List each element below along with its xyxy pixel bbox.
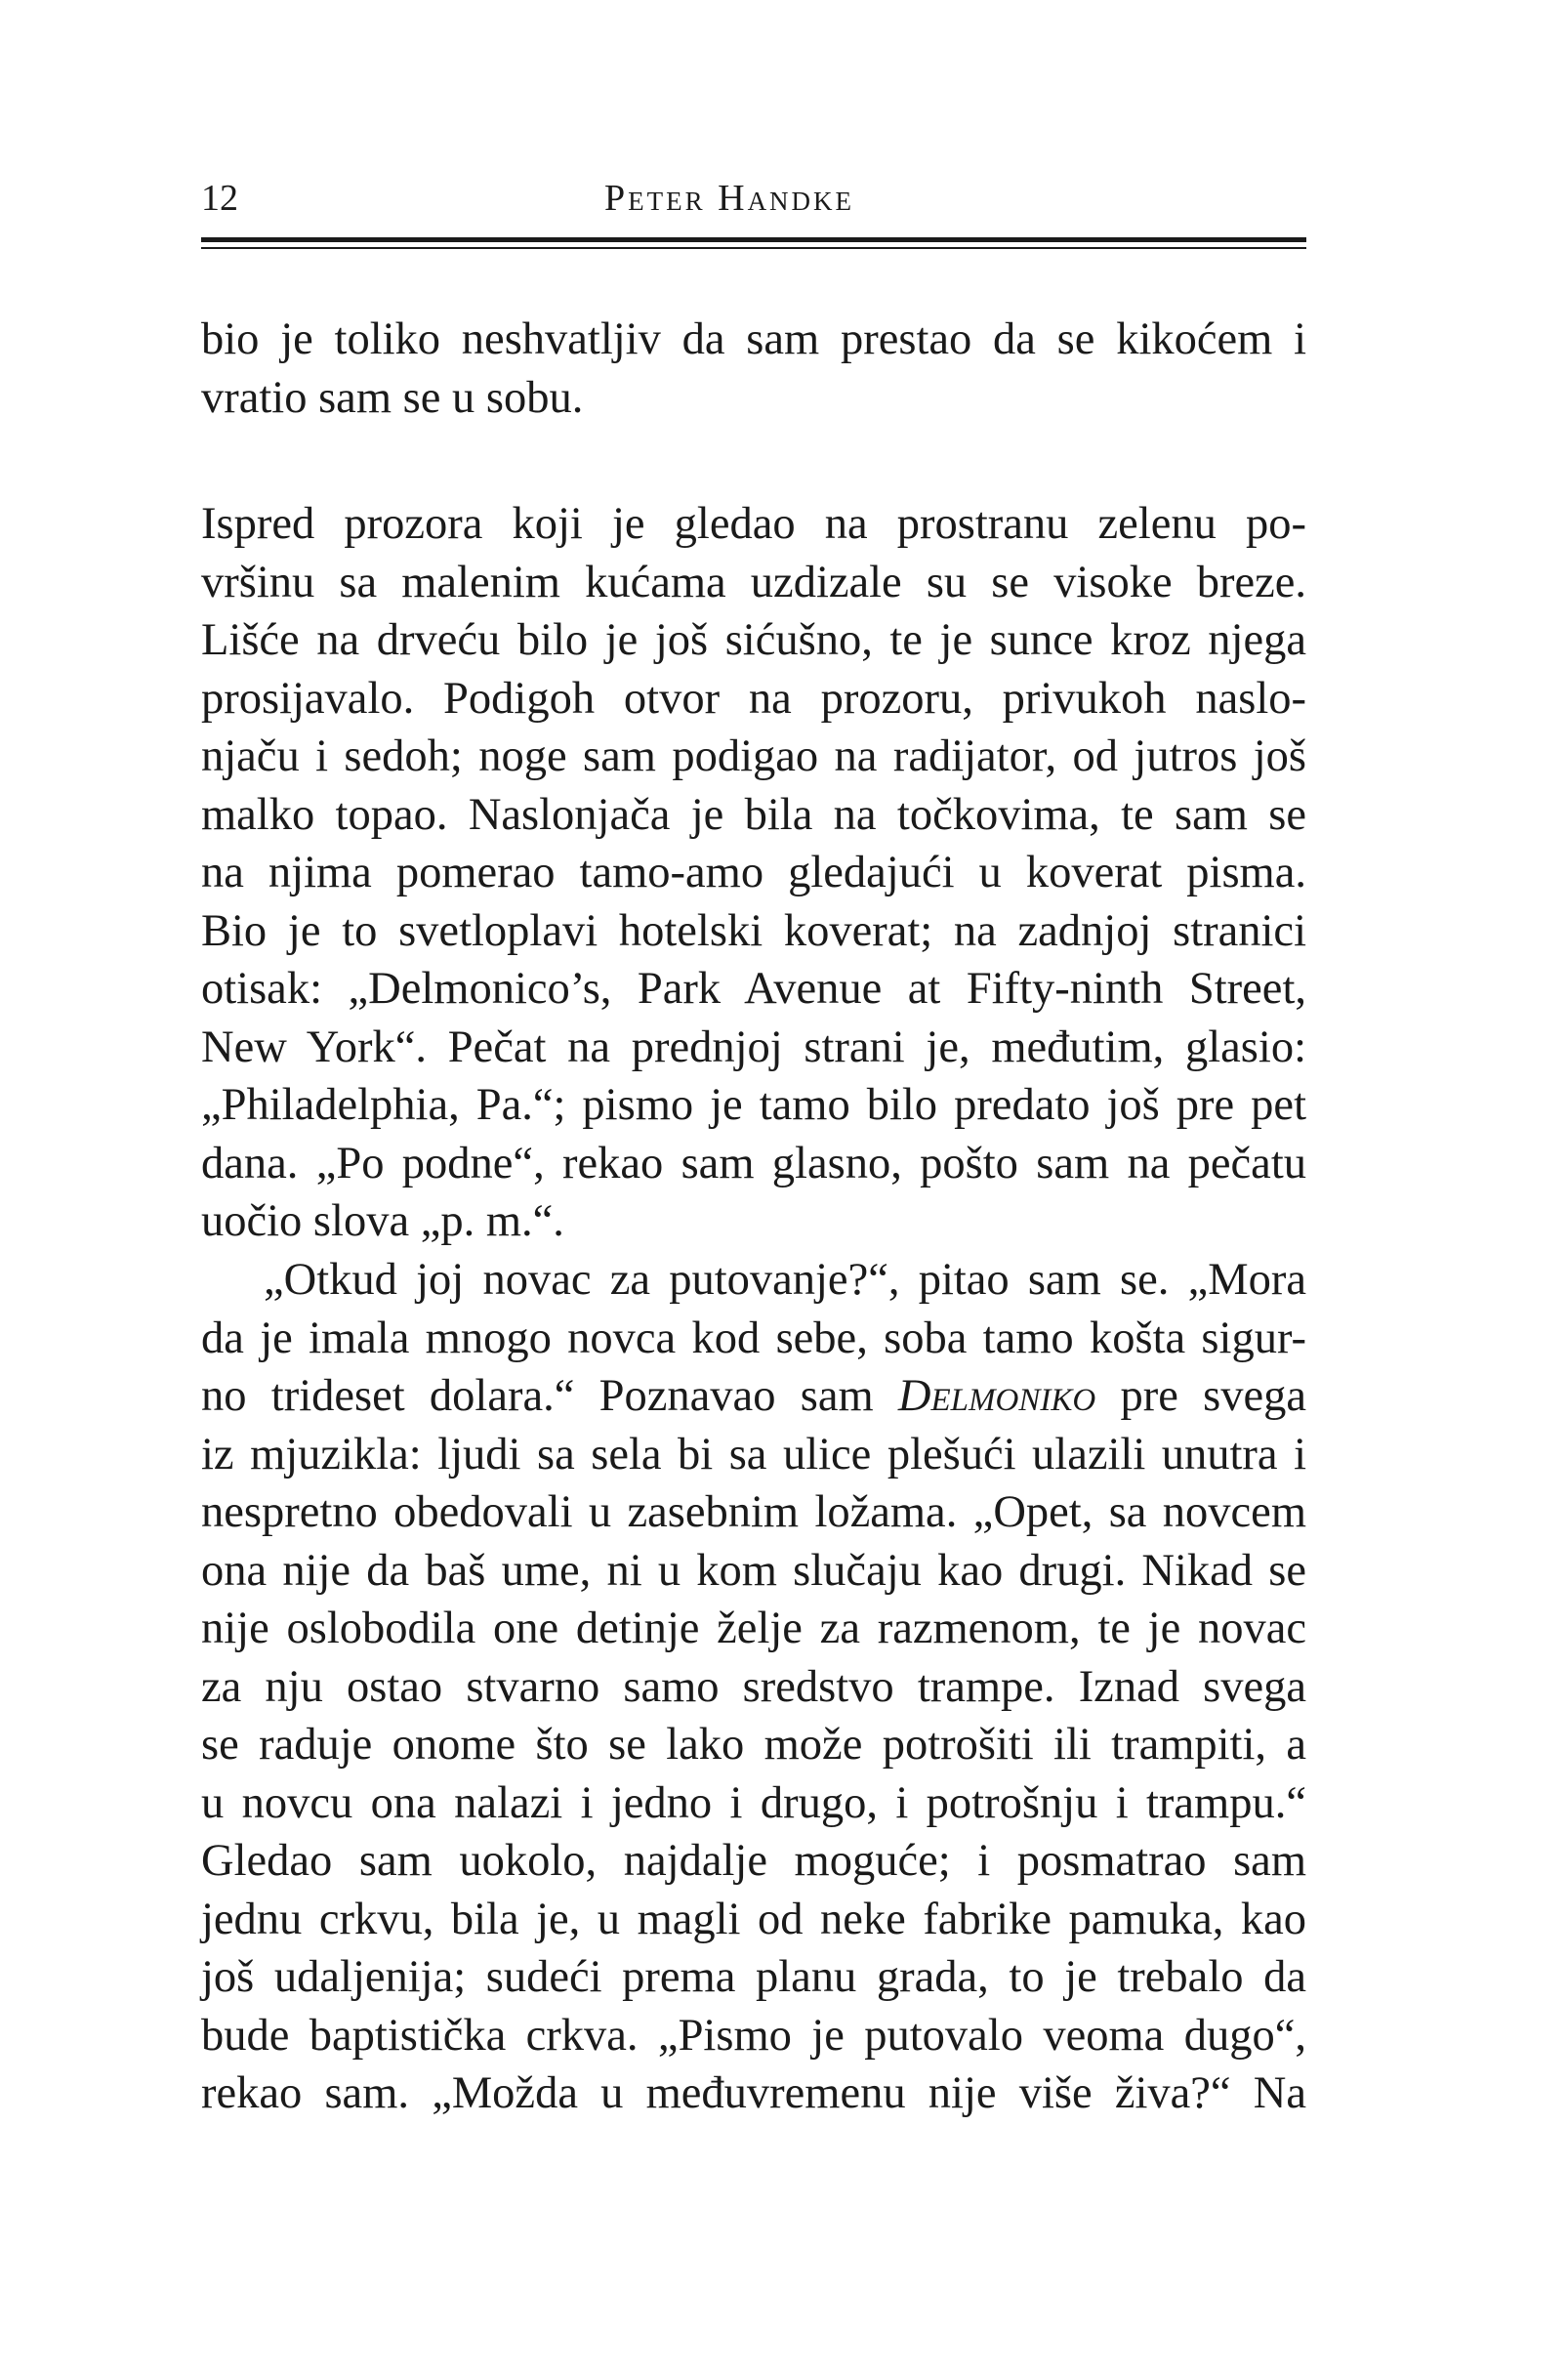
text-line: bude baptistička crkva. „Pismo je putovalo veoma dugo“, <box>201 2010 1306 2061</box>
text-line: otisak: „Delmonico’s, Park Avenue at Fifty-ninth Street, <box>201 964 1306 1014</box>
restaurant-name: Delmoniko <box>897 1371 1096 1421</box>
running-title: Peter Handke <box>604 178 855 219</box>
text-segment: pre svega <box>1095 1371 1307 1421</box>
text-line: „Philadelphia, Pa.“; pismo je tamo bilo predato još pre pet <box>201 1080 1306 1130</box>
page-number: 12 <box>201 178 238 219</box>
text-line: još udaljenija; sudeći prema planu grada, to je trebalo da <box>201 1952 1306 2002</box>
running-head <box>201 174 1306 223</box>
paragraph-3 <box>201 1251 1306 2123</box>
text-line: ona nije da baš ume, ni u kom slučaju kao drugi. Nikad se <box>201 1545 1306 1596</box>
header-rule-thin <box>201 247 1306 249</box>
text-line: u novcu ona nalazi i jedno i drugo, i potrošnju i trampu.“ <box>201 1777 1306 1828</box>
text-line: malko topao. Naslonjača je bila na točkovima, te sam se <box>201 789 1306 840</box>
text-line: bio je toliko neshvatljiv da sam prestao da se kikoćem i <box>201 314 1306 364</box>
text-line: da je imala mnogo novca kod sebe, soba tamo košta sigur- <box>201 1313 1306 1363</box>
paragraph-2 <box>201 495 1306 1251</box>
text-line: Gledao sam uokolo, najdalje moguće; i posmatrao sam <box>201 1836 1306 1886</box>
text-line: „Otkud joj novac za putovanje?“, pitao sam se. „Mora <box>264 1255 1306 1305</box>
text-line-with-name <box>201 1367 1306 1426</box>
text-line: Ispred prozora koji je gledao na prostranu zelenu po- <box>201 499 1306 549</box>
text-line: se raduje onome što se lako može potrošiti ili trampiti, a <box>201 1720 1306 1770</box>
text-line: uočio slova „p. m.“. <box>201 1196 564 1246</box>
text-line: Bio je to svetloplavi hotelski koverat; na zadnjoj stranici <box>201 905 1306 956</box>
text-line: vratio sam se u sobu. <box>201 372 584 423</box>
text-line: vršinu sa malenim kućama uzdizale su se visoke breze. <box>201 557 1306 607</box>
text-segment: no trideset dolara.“ Poznavao sam <box>201 1371 898 1421</box>
header-rule-thick <box>201 237 1306 242</box>
text-line: njaču i sedoh; noge sam podigao na radijator, od jutros još <box>201 731 1306 781</box>
text-line: nespretno obedovali u zasebnim ložama. „Opet, sa novcem <box>201 1487 1306 1537</box>
text-line: za nju ostao stvarno samo sredstvo trampe. Iznad svega <box>201 1661 1306 1712</box>
text-line: nije oslobodila one detinje želje za razmenom, te je novac <box>201 1604 1306 1653</box>
paragraph-1 <box>201 311 1306 427</box>
text-line: prosijavalo. Podigoh otvor na prozoru, privukoh naslo- <box>201 673 1306 724</box>
text-line: rekao sam. „Možda u međuvremenu nije više živa?“ Na <box>201 2068 1306 2118</box>
text-line: na njima pomerao tamo-amo gledajući u koverat pisma. <box>201 848 1306 897</box>
text-line: New York“. Pečat na prednjoj strani je, međutim, glasio: <box>201 1021 1306 1072</box>
text-line: dana. „Po podne“, rekao sam glasno, pošto sam na pečatu <box>201 1138 1306 1188</box>
text-line: jednu crkvu, bila je, u magli od neke fabrike pamuka, kao <box>201 1894 1306 1944</box>
text-line: Lišće na drveću bilo je još sićušno, te je sunce kroz njega <box>201 615 1306 665</box>
text-line: iz mjuzikla: ljudi sa sela bi sa ulice plešući ulazili unutra i <box>201 1429 1306 1480</box>
